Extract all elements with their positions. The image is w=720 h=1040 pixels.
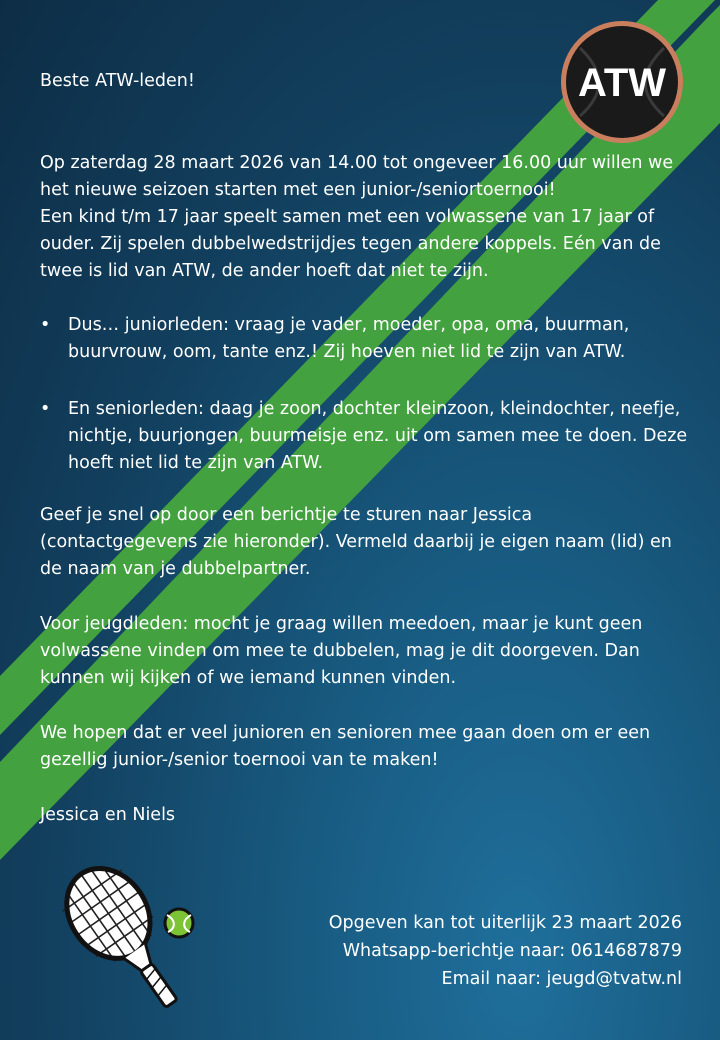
contact-block [329, 909, 682, 993]
signature-text: Jessica en Niels [40, 805, 176, 825]
signup-text: Geef je snel op door een berichtje te sturen naar Jessica (contactgegevens zie hieronder). Vermeld daarbij je eigen naam (lid) en de naam van je dubbelpartner. [40, 505, 672, 579]
email-text: Email naar: jeugd@tvatw.nl [441, 969, 682, 989]
tennis-ball-icon [165, 909, 193, 937]
list-item [40, 312, 700, 366]
bullet-text: Dus… juniorleden: vraag je vader, moeder, opa, oma, buurman, buurvrouw, oom, tante enz.! Zij hoeven niet lid te zijn van ATW. [68, 315, 630, 362]
youth-paragraph [40, 611, 680, 692]
deadline-text: Opgeven kan tot uiterlijk 23 maart 2026 [328, 913, 682, 933]
closing-text: We hopen dat er veel junioren en senioren mee gaan doen om er een gezellig junior-/senior toernooi van te maken! [40, 723, 651, 770]
bullet-marker: • [40, 315, 51, 335]
intro-text-2: Een kind t/m 17 jaar speelt samen met een volwassene van 17 jaar of ouder. Zij spelen dubbelwedstrijdjes tegen andere koppels. Eén van de twee is lid van ATW, de ander hoeft dat niet te zijn. [40, 207, 661, 281]
intro-text-1: Op zaterdag 28 maart 2026 van 14.00 tot ongeveer 16.00 uur willen we het nieuwe seizoen starten met een junior-/seniortoernooi! [40, 153, 674, 200]
signup-paragraph [40, 502, 680, 583]
bullet-text: En seniorleden: daag je zoon, dochter kleinzoon, kleindochter, neefje, nichtje, buurjongen, buurmeisje enz. uit om samen mee te doen. Deze hoeft niet lid te zijn van ATW. [68, 399, 688, 473]
bullet-list [40, 312, 700, 477]
greeting [40, 68, 195, 95]
intro-paragraph [40, 150, 705, 285]
logo-text: ATW [577, 61, 667, 105]
bullet-marker: • [40, 399, 51, 419]
atw-logo-icon [560, 20, 684, 144]
list-item [40, 396, 700, 477]
greeting-text: Beste ATW-leden! [40, 71, 195, 91]
tennis-racket-icon [58, 860, 208, 1020]
whatsapp-text: Whatsapp-berichtje naar: 0614687879 [342, 941, 682, 961]
youth-text: Voor jeugdleden: mocht je graag willen meedoen, maar je kunt geen volwassene vinden om mee te dubbelen, mag je dit doorgeven. Dan kunnen wij kijken of we iemand kunnen vinden. [40, 614, 643, 688]
closing-paragraph [40, 720, 690, 774]
signature [40, 802, 175, 829]
